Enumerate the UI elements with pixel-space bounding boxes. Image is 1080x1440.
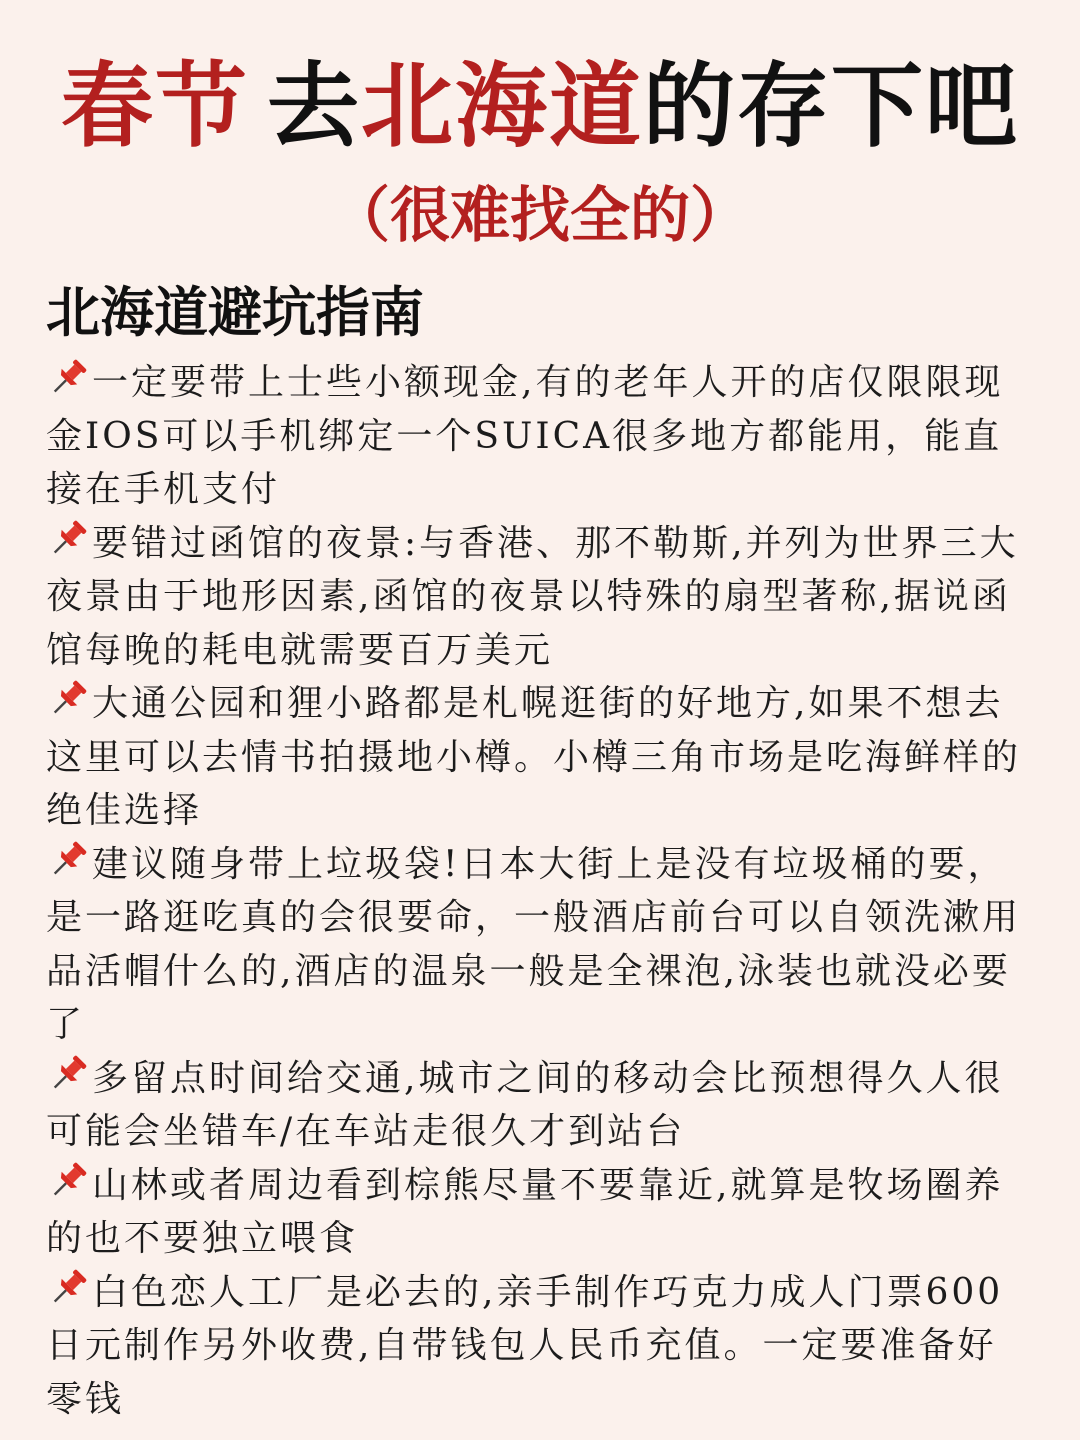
title-part-save: 的存下吧 xyxy=(643,53,1020,160)
page-title xyxy=(0,52,1080,162)
tip-text: 山林或者周边看到棕熊尽量不要靠近,就算是牧场圈养的也不要独立喂食 xyxy=(46,1164,1004,1259)
title-part-go: 去 xyxy=(266,53,361,160)
tip-text: 多留点时间给交通,城市之间的移动会比预想得久人很可能会坐错车/在车站走很久才到站台 xyxy=(46,1057,1004,1152)
section-heading: 北海道避坑指南 xyxy=(46,280,424,344)
pushpin-icon xyxy=(46,1266,90,1310)
tip-text: 白色恋人工厂是必去的,亲手制作巧克力成人门票600日元制作另外收费,自带钱包人民币充值。一定要准备好零钱 xyxy=(46,1271,1004,1420)
pushpin-icon xyxy=(46,838,90,882)
list-item xyxy=(46,1159,1021,1266)
pushpin-icon xyxy=(46,356,90,400)
pushpin-icon xyxy=(46,517,90,561)
title-part-hokkaido: 北海道 xyxy=(361,53,644,160)
list-item xyxy=(46,1266,1021,1427)
list-item xyxy=(46,838,1021,1052)
tips-list xyxy=(46,356,1021,1426)
list-item xyxy=(46,356,1021,517)
title-part-spring-festival: 春节 xyxy=(60,53,249,160)
tip-text: 要错过函馆的夜景:与香港、那不勒斯,并列为世界三大夜景由于地形因素,函馆的夜景以特殊的扇型著称,据说函馆每晚的耗电就需要百万美元 xyxy=(46,522,1019,671)
page-subtitle: （很难找全的） xyxy=(330,181,750,251)
list-item xyxy=(46,517,1021,678)
pushpin-icon xyxy=(46,677,90,721)
tip-text: 一定要带上士些小额现金,有的老年人开的店仅限限现金IOS可以手机绑定一个SUICA很多地方都能用，能直接在手机支付 xyxy=(46,362,1004,510)
pushpin-icon xyxy=(46,1052,90,1096)
tip-text: 大通公园和狸小路都是札幌逛街的好地方,如果不想去这里可以去情书拍摄地小樽。小樽三角市场是吃海鲜样的绝佳选择 xyxy=(46,683,1022,831)
list-item xyxy=(46,1052,1021,1159)
list-item xyxy=(46,677,1021,838)
tip-text: 建议随身带上垃圾袋!日本大街上是没有垃圾桶的要，是一路逛吃真的会很要命，一般酒店前台可以自领洗漱用品活帽什么的,酒店的温泉一般是全裸泡,泳装也就没必要了 xyxy=(46,843,1022,1045)
pushpin-icon xyxy=(46,1159,90,1203)
